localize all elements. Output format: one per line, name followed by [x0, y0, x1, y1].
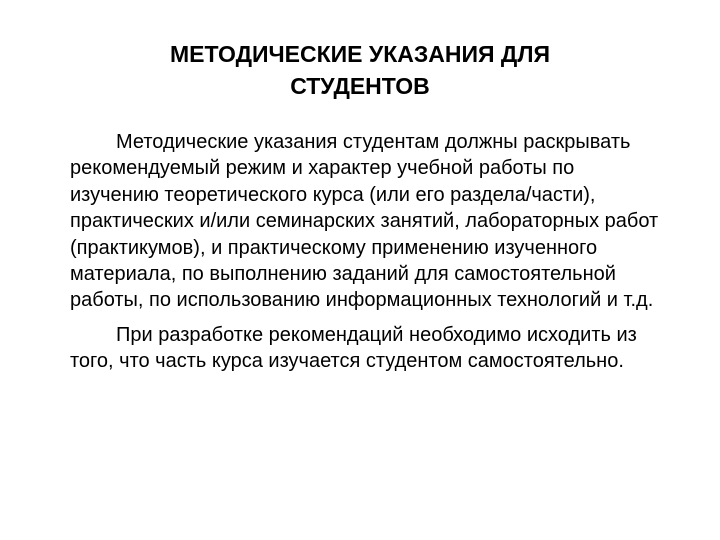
slide-body [70, 129, 668, 375]
slide-title [60, 38, 660, 102]
body-paragraph-2: При разработке рекомендаций необходимо исходить из того, что часть курса изучается студентом самостоятельно. [70, 323, 637, 373]
slide-title-line-2: СТУДЕНТОВ [290, 73, 430, 99]
slide-title-line-1: МЕТОДИЧЕСКИЕ УКАЗАНИЯ ДЛЯ [170, 41, 550, 67]
body-paragraph-1: Методические указания студентам должны раскрывать рекомендуемый режим и характер учебной работы по изучению теоретического курса (или его раздела/части), практических и/или семинарских занятий, лабораторных работ (практикумов), и практическому применению изученного материала, по выполнению заданий для самостоятельной работы, по использованию информационных технологий и т.д. [70, 131, 659, 312]
